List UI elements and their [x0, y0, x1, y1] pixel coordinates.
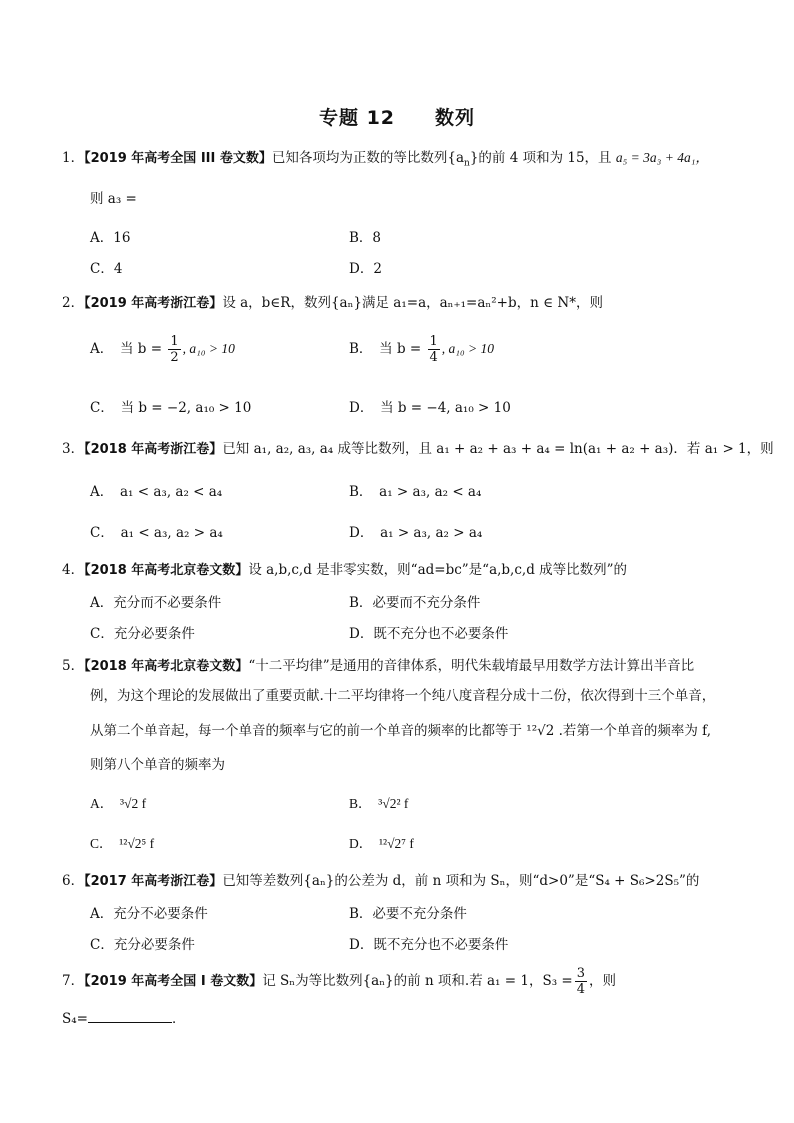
question-number: 4．: [62, 562, 85, 578]
question-6: [62, 871, 742, 892]
option-b[interactable]: B． a₁ > a₃, a₂ < a₄: [349, 484, 482, 500]
option-a[interactable]: A．16: [90, 230, 131, 246]
option-d[interactable]: D． 当 b = −4, a₁₀ > 10: [349, 400, 511, 416]
question-7: [62, 966, 742, 997]
question-text: 已知 a₁, a₂, a₃, a₄ 成等比数列，且 a₁ + a₂ + a₃ + a₄ = ln(a₁ + a₂ + a₃)．若 a₁ > 1，则: [222, 441, 774, 457]
question-text-cont: }的前 4 项和为 15，且: [469, 150, 612, 166]
option-a[interactable]: A．充分不必要条件: [90, 906, 208, 922]
option-d[interactable]: D．既不充分也不必要条件: [349, 937, 509, 953]
option-c[interactable]: C．充分必要条件: [90, 937, 195, 953]
option-d[interactable]: D． ¹²√2⁷ f: [349, 836, 414, 851]
question-source: 【2019 年高考浙江卷】: [84, 296, 223, 311]
answer-label: S₄=: [62, 1011, 88, 1027]
question-source: 【2018 年高考北京卷文数】: [84, 659, 249, 674]
question-source: 【2018 年高考浙江卷】: [84, 442, 223, 457]
option-label: A． 当 b =: [90, 341, 163, 357]
option-expr: , a₁₀ > 10: [182, 341, 235, 356]
option-label: B． 当 b =: [349, 341, 422, 357]
option-a[interactable]: A． ³√2 f: [90, 796, 147, 811]
question-5-line4: 则第八个单音的频率为: [90, 757, 225, 773]
question-2: [62, 293, 742, 314]
option-c[interactable]: C． 当 b = −2, a₁₀ > 10: [90, 400, 252, 416]
option-d[interactable]: D．既不充分也不必要条件: [349, 626, 509, 642]
option-a[interactable]: A． a₁ < a₃, a₂ < a₄: [90, 484, 223, 500]
question-number: 3．: [62, 441, 85, 457]
option-c[interactable]: C．4: [90, 261, 123, 277]
fraction: [575, 966, 587, 997]
fraction: [168, 334, 180, 365]
denominator: 4: [576, 982, 585, 997]
option-a[interactable]: A．充分而不必要条件: [90, 595, 222, 611]
question-1: 1．【2019 年高考全国 III 卷文数】已知各项均为正数的等比数列$\{a_n\}$的前 4 项和为 15，且 a₅ = 3a₃ + 4a₁，: [62, 150, 709, 169]
question-text-end: ，则: [589, 973, 616, 989]
option-b[interactable]: B．必要而不充分条件: [349, 595, 481, 611]
question-1-line2: 则 a₃ =: [90, 191, 137, 207]
question-text: 设 a,b,c,d 是非零实数，则“ad=bc”是“a,b,c,d 成等比数列”的: [248, 562, 628, 578]
question-text: “十二平均律”是通用的音律体系，明代朱载堉最早用数学方法计算出半音比: [248, 658, 695, 674]
question-text: 已知等差数列{aₙ}的公差为 d，前 n 项和为 Sₙ，则“d>0”是“S₄ + S₆>2S₅”的: [222, 873, 700, 889]
question-number: 6．: [62, 873, 85, 889]
fraction: [428, 334, 440, 365]
question-number: 5．: [62, 658, 85, 674]
option-b[interactable]: B．必要不充分条件: [349, 906, 467, 922]
question-source: 【2017 年高考浙江卷】: [84, 874, 223, 889]
question-3: [62, 439, 774, 460]
option-d[interactable]: D． a₁ > a₃, a₂ > a₄: [349, 525, 483, 541]
option-b[interactable]: [349, 334, 494, 365]
option-expr: , a₁₀ > 10: [441, 341, 495, 356]
question-text: 设 a，b∈R，数列{aₙ}满足 a₁=a，aₙ₊₁=aₙ²+b，n ∈ N*，则: [222, 295, 603, 311]
option-c[interactable]: C． a₁ < a₃, a₂ > a₄: [90, 525, 223, 541]
numerator: 1: [429, 334, 438, 349]
question-condition: a₅ = 3a₃ + 4a₁，: [615, 150, 709, 165]
numerator: 1: [170, 334, 179, 349]
option-a[interactable]: [90, 334, 235, 365]
question-number: 7．: [62, 973, 85, 989]
answer-blank[interactable]: [88, 1008, 172, 1023]
option-d[interactable]: D．2: [349, 261, 382, 277]
question-text: 已知各项均为正数的等比数列{a: [271, 150, 465, 166]
question-5-line3: 从第二个单音起，每一个单音的频率与它的前一个单音的频率的比都等于 ¹²√2 .若第一个单音的频率为 f,: [90, 723, 711, 739]
question-text: 记 Sₙ为等比数列{aₙ}的前 n 项和.若 a₁ = 1，S₃ =: [262, 973, 573, 989]
question-source: 【2019 年高考全国 III 卷文数】: [84, 151, 272, 166]
question-4: [62, 560, 742, 581]
option-b[interactable]: B． ³√2² f: [349, 796, 409, 811]
numerator: 3: [576, 966, 585, 981]
denominator: 4: [429, 350, 438, 365]
question-source: 【2018 年高考北京卷文数】: [84, 563, 249, 578]
question-7-line2: [62, 1008, 742, 1029]
answer-end: ．: [171, 1011, 186, 1027]
question-number: 2．: [62, 295, 85, 311]
question-5-line2: 例，为这个理论的发展做出了重要贡献.十二平均律将一个纯八度音程分成十二份，依次得到十三个单音，: [90, 688, 716, 704]
page-title: 专题 12 数列: [318, 107, 476, 129]
option-b[interactable]: B．8: [349, 230, 382, 246]
question-source: 【2019 年高考全国 I 卷文数】: [84, 974, 263, 989]
option-c[interactable]: C．充分必要条件: [90, 626, 195, 642]
question-number: 1．: [62, 150, 85, 166]
option-c[interactable]: C． ¹²√2⁵ f: [90, 836, 155, 851]
denominator: 2: [170, 350, 179, 365]
question-5: [62, 656, 742, 677]
